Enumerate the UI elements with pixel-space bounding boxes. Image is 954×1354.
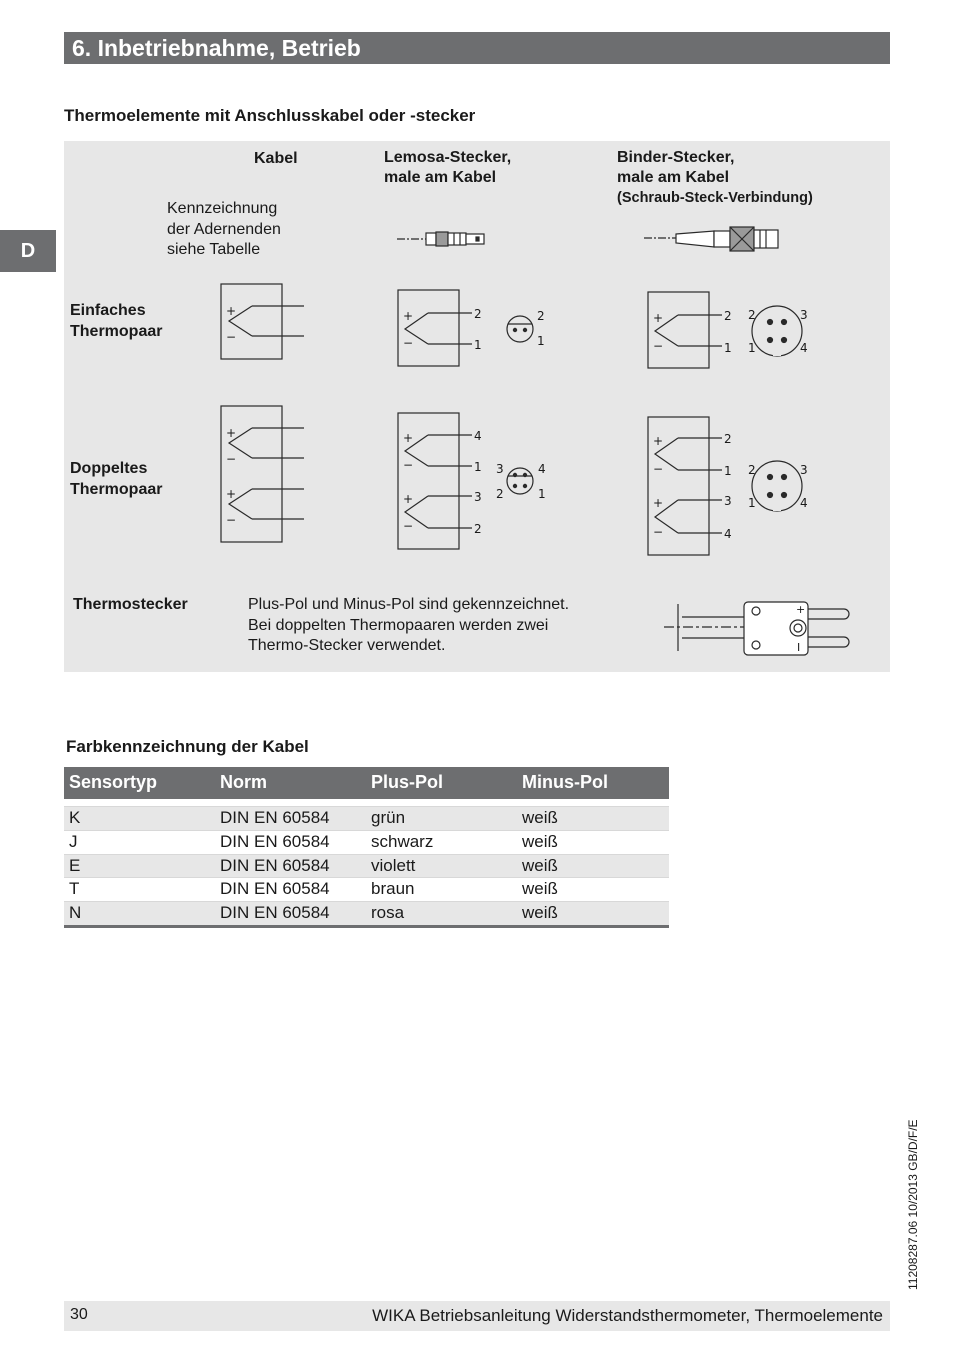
svg-text:I: I xyxy=(797,641,801,654)
thermocouple-heading: Thermoelemente mit Anschlusskabel oder -stecker xyxy=(64,106,476,125)
svg-text:1: 1 xyxy=(748,341,756,355)
svg-text:+: + xyxy=(403,431,414,445)
svg-text:3: 3 xyxy=(800,463,808,477)
cell-plus-pol: rosa xyxy=(371,903,405,923)
color-code-table xyxy=(64,767,669,928)
column-binder-line3: (Schraub-Steck-Verbindung) xyxy=(617,190,813,206)
kabel-note-line2: der Adernenden xyxy=(167,220,281,238)
table-header-row xyxy=(64,767,669,799)
svg-text:−: − xyxy=(653,339,664,353)
document-code: 11208287.06 10/2013 GB/D/F/E xyxy=(906,1119,920,1290)
header-minus-pol: Minus-Pol xyxy=(522,772,608,792)
header-norm: Norm xyxy=(220,772,268,792)
column-kabel: Kabel xyxy=(254,150,298,167)
svg-text:3: 3 xyxy=(474,490,482,504)
svg-text:3: 3 xyxy=(800,308,808,322)
svg-text:3: 3 xyxy=(496,462,504,476)
lemosa-double-diagram xyxy=(398,413,533,549)
cell-norm: DIN EN 60584 xyxy=(220,903,330,923)
svg-text:+: + xyxy=(226,304,237,318)
svg-text:4: 4 xyxy=(800,341,808,355)
svg-text:−: − xyxy=(226,330,237,344)
cell-norm: DIN EN 60584 xyxy=(220,808,330,827)
svg-text:4: 4 xyxy=(724,527,732,541)
cell-plus-pol: grün xyxy=(371,808,406,827)
svg-text:+: + xyxy=(226,487,237,501)
svg-text:−: − xyxy=(403,336,414,350)
kabel-single-diagram xyxy=(221,284,304,359)
header-plus-pol: Plus-Pol xyxy=(371,772,444,792)
thermo-plug-illustration xyxy=(664,602,849,655)
column-lemosa-line1: Lemosa-Stecker, xyxy=(384,149,512,166)
svg-text:4: 4 xyxy=(538,462,546,476)
row-label-plug: Thermostecker xyxy=(73,596,188,613)
svg-text:4: 4 xyxy=(474,429,482,443)
cell-sensortyp: T xyxy=(69,879,80,899)
svg-text:2: 2 xyxy=(748,463,756,477)
plug-note-line2: Bei doppelten Thermopaaren werden zwei xyxy=(248,616,549,634)
wiring-drawings xyxy=(64,141,890,672)
lemosa-plug-illustration xyxy=(397,232,484,246)
svg-text:3: 3 xyxy=(724,494,732,508)
svg-text:+: + xyxy=(653,496,664,510)
svg-text:2: 2 xyxy=(474,307,482,321)
row-label-double-line1: Doppeltes xyxy=(70,460,148,477)
svg-text:2: 2 xyxy=(724,309,732,323)
svg-text:+: + xyxy=(653,311,664,325)
svg-text:−: − xyxy=(226,513,237,527)
connection-diagram-panel xyxy=(64,141,890,672)
column-binder-line1: Binder-Stecker, xyxy=(617,149,735,166)
svg-text:2: 2 xyxy=(537,309,545,323)
header-sensortyp: Sensortyp xyxy=(69,772,158,792)
table-row xyxy=(64,854,669,878)
svg-text:+: + xyxy=(653,434,664,448)
svg-text:2: 2 xyxy=(496,487,504,501)
plug-note-line3: Thermo-Stecker verwendet. xyxy=(248,637,446,654)
svg-text:1: 1 xyxy=(474,338,482,352)
cell-sensortyp: E xyxy=(69,855,81,875)
cell-minus-pol: weiß xyxy=(522,903,558,923)
table-row xyxy=(64,901,669,925)
svg-text:2: 2 xyxy=(474,522,482,536)
table-row xyxy=(64,830,669,854)
svg-text:+: + xyxy=(226,426,237,440)
cell-minus-pol: weiß xyxy=(522,831,558,851)
plug-note-line1: Plus-Pol und Minus-Pol sind gekennzeichnet. xyxy=(248,596,570,613)
cell-norm: DIN EN 60584 xyxy=(220,855,330,875)
svg-text:1: 1 xyxy=(538,487,546,501)
footer-title: WIKA Betriebsanleitung Widerstandsthermometer, Thermoelemente xyxy=(372,1306,883,1325)
binder-single-diagram xyxy=(648,292,802,368)
row-label-single-line1: Einfaches xyxy=(70,302,146,319)
kabel-note-line1: Kennzeichnung xyxy=(167,200,278,217)
svg-text:1: 1 xyxy=(474,460,482,474)
cell-plus-pol: violett xyxy=(371,855,416,875)
svg-text:−: − xyxy=(403,458,414,472)
language-tab: D xyxy=(0,230,56,272)
cell-norm: DIN EN 60584 xyxy=(220,831,330,851)
cell-sensortyp: J xyxy=(69,831,78,851)
row-label-single-line2: Thermopaar xyxy=(70,323,163,340)
row-label-double-line2: Thermopaar xyxy=(70,481,163,498)
binder-plug-illustration xyxy=(644,227,778,251)
svg-text:1: 1 xyxy=(724,341,732,355)
section-title: 6. Inbetriebnahme, Betrieb xyxy=(72,35,361,61)
svg-text:−: − xyxy=(653,525,664,539)
page-footer xyxy=(64,1301,890,1331)
cell-minus-pol: weiß xyxy=(522,855,558,875)
svg-text:2: 2 xyxy=(724,432,732,446)
svg-text:1: 1 xyxy=(537,334,545,348)
cell-sensortyp: K xyxy=(69,808,81,827)
svg-text:1: 1 xyxy=(724,464,732,478)
color-table-heading: Farbkennzeichnung der Kabel xyxy=(66,737,309,756)
table-body xyxy=(64,806,669,928)
svg-text:−: − xyxy=(403,519,414,533)
table-row xyxy=(64,877,669,901)
cell-sensortyp: N xyxy=(69,903,82,923)
page-number: 30 xyxy=(70,1306,88,1323)
cell-norm: DIN EN 60584 xyxy=(220,879,330,899)
column-binder-line2: male am Kabel xyxy=(617,169,730,186)
kabel-note-line3: siehe Tabelle xyxy=(167,241,261,258)
section-header-bar xyxy=(64,32,890,64)
cell-plus-pol: schwarz xyxy=(371,831,434,851)
cell-minus-pol: weiß xyxy=(522,879,558,899)
svg-text:−: − xyxy=(653,462,664,476)
cell-minus-pol: weiß xyxy=(522,808,558,827)
table-row xyxy=(64,806,669,830)
column-lemosa-line2: male am Kabel xyxy=(384,169,497,186)
svg-text:1: 1 xyxy=(748,496,756,510)
svg-text:+: + xyxy=(403,309,414,323)
svg-text:+: + xyxy=(796,603,806,616)
svg-text:−: − xyxy=(226,452,237,466)
cell-plus-pol: braun xyxy=(371,879,415,899)
svg-text:2: 2 xyxy=(748,308,756,322)
lemosa-single-diagram xyxy=(398,290,533,366)
svg-text:4: 4 xyxy=(800,496,808,510)
svg-text:+: + xyxy=(403,492,414,506)
